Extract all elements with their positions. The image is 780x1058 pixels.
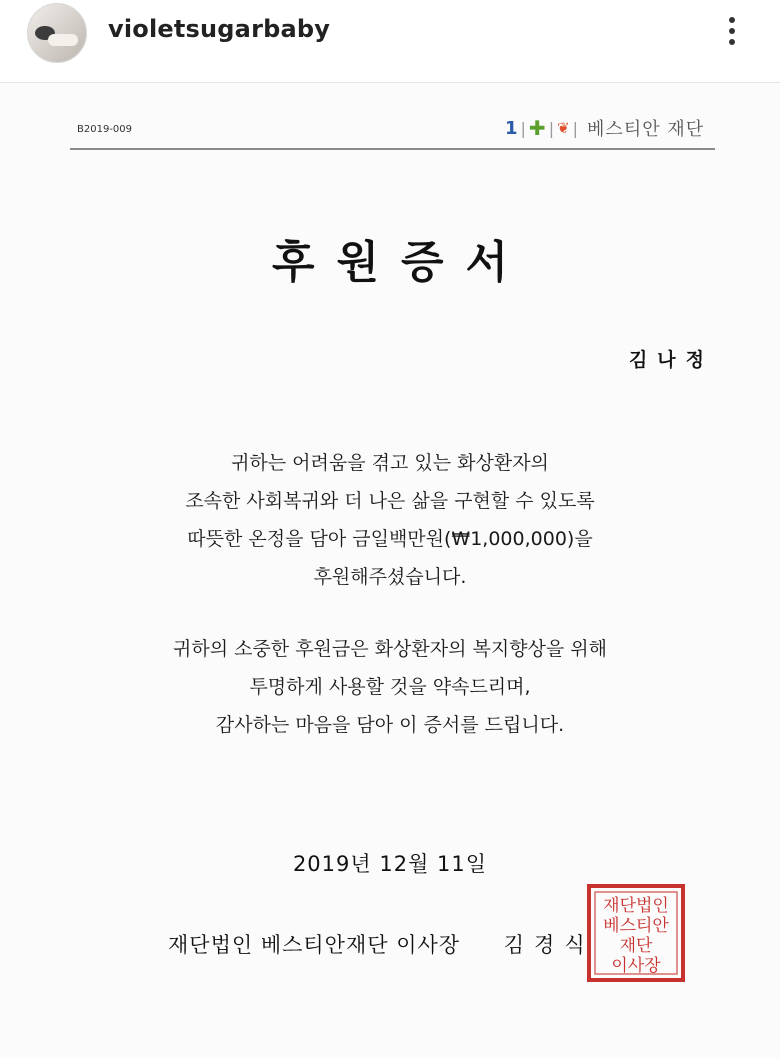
logo-divider: | [548, 118, 555, 138]
header-rule [70, 148, 715, 150]
avatar[interactable] [27, 3, 87, 63]
logo-name: 베스티안 재단 [587, 119, 705, 140]
seal-text: 재단법인 [603, 896, 669, 916]
username-link[interactable]: violetsugarbaby [108, 15, 331, 43]
body-paragraph-2 [0, 630, 780, 744]
body-paragraph-1 [0, 444, 780, 596]
body-line: 감사하는 마음을 담아 이 증서를 드립니다. [215, 714, 565, 736]
post-header [0, 0, 780, 83]
certificate-title: 후원증서 [271, 237, 530, 288]
certificate-date: 2019년 12월 11일 [292, 852, 488, 876]
body-line: 투명하게 사용할 것을 약속드리며, [249, 676, 531, 698]
seal-text: 재단 [619, 936, 653, 956]
logo-divider: | [572, 118, 579, 138]
avatar-figure [48, 34, 78, 46]
foundation-logo [505, 116, 704, 140]
certificate-image [0, 83, 780, 1058]
body-line: 조속한 사회복귀와 더 나은 삶을 구현할 수 있도록 [185, 490, 595, 512]
recipient-name: 김나정 [628, 349, 714, 371]
body-line: 따뜻한 온정을 담아 금일백만원(₩1,000,000)을 [187, 528, 593, 550]
logo-plus-icon: ✚ [528, 116, 546, 140]
signer-organization: 재단법인 베스티안재단 이사장 [168, 933, 461, 957]
logo-flame-icon: ❦ [557, 119, 570, 137]
more-options-icon[interactable] [724, 14, 740, 50]
seal-text: 베스티안 [603, 916, 669, 936]
body-line: 후원해주셨습니다. [313, 566, 467, 588]
logo-one-mark: 1 [505, 117, 518, 139]
seal-text: 이사장 [611, 956, 661, 976]
body-line: 귀하는 어려움을 겪고 있는 화상환자의 [231, 452, 549, 474]
official-seal-stamp [586, 883, 686, 983]
logo-divider: | [520, 118, 526, 138]
document-number: B2019-009 [77, 124, 133, 135]
signer-name: 김경식 [503, 933, 595, 957]
signer-line [168, 929, 595, 959]
body-line: 귀하의 소중한 후원금은 화상환자의 복지향상을 위해 [173, 638, 607, 660]
